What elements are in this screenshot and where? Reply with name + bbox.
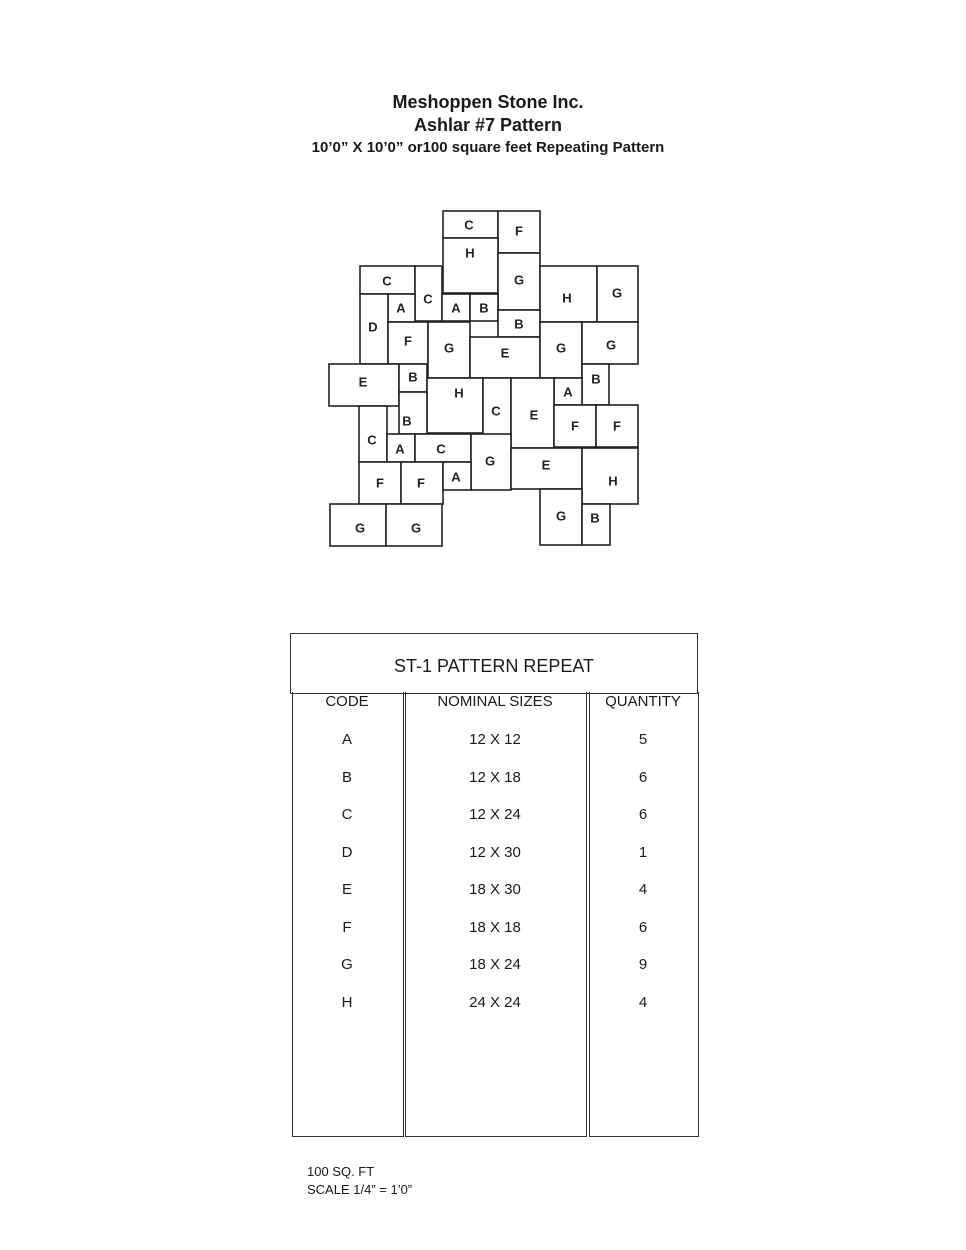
pattern-stone-label: H: [608, 473, 618, 489]
pattern-stone-label: G: [611, 285, 623, 301]
pattern-stone-label: C: [436, 441, 446, 457]
pattern-stone-label: E: [358, 374, 368, 390]
pattern-stone-label: G: [443, 340, 455, 356]
pattern-stone-label: A: [451, 300, 461, 316]
pattern-stone-label: B: [402, 413, 412, 429]
company-name: Meshoppen Stone Inc.: [392, 92, 584, 112]
pattern-stone-label: B: [591, 371, 601, 387]
pattern-stone-label: G: [605, 337, 617, 353]
cell-code: B: [341, 768, 352, 786]
cell-quantity: 4: [638, 881, 648, 898]
cell-nominal-size: 12 X 18: [469, 768, 521, 786]
pattern-stone-label: H: [465, 245, 475, 261]
pattern-subtitle: 10’0” X 10’0” or100 square feet Repeating Pattern: [311, 139, 665, 156]
pattern-stone-label: G: [555, 340, 567, 356]
pattern-stone-label: D: [368, 319, 378, 335]
pattern-stone-label: B: [514, 316, 524, 332]
cell-code: H: [341, 993, 353, 1011]
cell-code: E: [341, 881, 352, 898]
pattern-stone-label: H: [454, 385, 464, 401]
pattern-stone-label: F: [571, 418, 579, 434]
pattern-stone-label: C: [367, 432, 377, 448]
pattern-stone-label: E: [541, 457, 551, 473]
table-title: ST-1 PATTERN REPEAT: [393, 656, 595, 676]
cell-nominal-size: 12 X 30: [469, 843, 521, 861]
cell-code: D: [341, 843, 353, 861]
pattern-stone-label: A: [451, 469, 461, 485]
cell-nominal-size: 18 X 18: [469, 918, 521, 936]
cell-quantity: 1: [638, 843, 648, 861]
pattern-stone-label: G: [410, 520, 422, 536]
pattern-name: Ashlar #7 Pattern: [413, 115, 563, 135]
pattern-stone-label: B: [479, 300, 489, 316]
pattern-stone-label: G: [484, 453, 496, 469]
cell-quantity: 5: [638, 731, 648, 748]
pattern-stone-label: F: [417, 475, 425, 491]
cell-nominal-size: 12 X 24: [469, 806, 521, 823]
pattern-stone-label: A: [396, 300, 406, 316]
pattern-stone-label: E: [529, 407, 539, 423]
cell-code: F: [342, 918, 352, 936]
pattern-stone-label: H: [562, 290, 572, 306]
cell-nominal-size: 18 X 30: [469, 881, 521, 898]
pattern-stone-label: G: [354, 520, 366, 536]
pattern-stone-label: B: [590, 510, 600, 526]
header-nominal-sizes: NOMINAL SIZES: [437, 693, 553, 710]
ashlar-pattern-diagram: [0, 0, 966, 600]
pattern-stone-label: C: [491, 403, 501, 419]
header-quantity: QUANTITY: [605, 693, 681, 710]
cell-code: C: [341, 806, 353, 823]
quantity-column: [589, 692, 699, 1137]
cell-code: A: [341, 731, 352, 748]
pattern-stone-label: A: [563, 384, 573, 400]
pattern-stone-label: C: [382, 273, 392, 289]
cell-nominal-size: 24 X 24: [469, 993, 521, 1011]
cell-nominal-size: 18 X 24: [469, 956, 521, 973]
cell-quantity: 4: [638, 993, 648, 1011]
pattern-stone-label: F: [613, 418, 621, 434]
cell-quantity: 6: [638, 806, 648, 823]
cell-nominal-size: 12 X 12: [469, 731, 521, 748]
pattern-stone-label: E: [500, 345, 510, 361]
pattern-stone-label: G: [555, 508, 567, 524]
cell-quantity: 9: [638, 956, 648, 973]
pattern-stone-label: G: [513, 272, 525, 288]
cell-code: G: [341, 956, 353, 973]
pattern-stone-label: B: [408, 369, 418, 385]
pattern-stone-label: F: [515, 223, 523, 239]
cell-quantity: 6: [638, 918, 648, 936]
pattern-stone-label: F: [404, 333, 412, 349]
pattern-stone-label: C: [423, 291, 433, 307]
footer-area: 100 SQ. FT: [307, 1164, 375, 1179]
header-code: CODE: [325, 693, 369, 710]
pattern-stone-label: C: [464, 217, 474, 233]
pattern-stone-label: A: [395, 441, 405, 457]
pattern-stone-label: F: [376, 475, 384, 491]
nominal-sizes-column: [405, 692, 587, 1137]
cell-quantity: 6: [638, 768, 648, 786]
code-column: [292, 692, 404, 1137]
footer-scale: SCALE 1/4” = 1’0”: [307, 1182, 413, 1197]
